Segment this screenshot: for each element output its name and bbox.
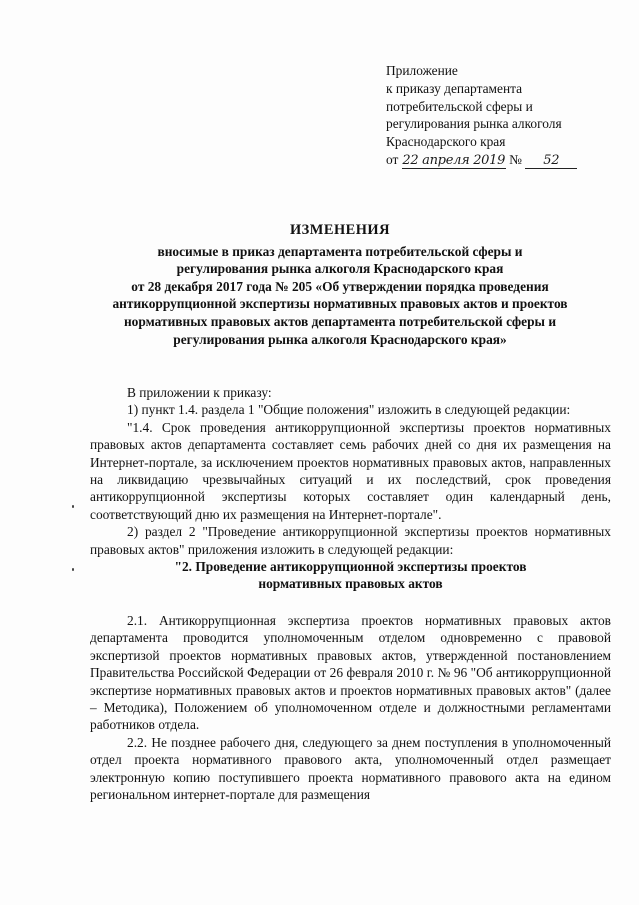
title-line: регулирования рынка алкоголя Краснодарского края»: [173, 331, 507, 347]
appendix-line: Краснодарского края: [386, 134, 506, 150]
title-heading: ИЗМЕНЕНИЯ: [289, 222, 391, 238]
appendix-line: Приложение: [386, 63, 458, 78]
section-title: "2. Проведение антикоррупционной экспертизы проектов: [174, 559, 527, 575]
title-line: нормативных правовых актов департамента потребительской сферы и: [123, 313, 557, 329]
document-body: [90, 384, 611, 803]
title-line: вносимые в приказ департамента потребительской сферы и: [157, 243, 523, 259]
title-line: антикоррупционной экспертизы нормативных правовых актов и проектов: [112, 296, 568, 312]
appendix-block: [386, 62, 577, 169]
item-2: 2) раздел 2 "Проведение антикоррупционной экспертизы проектов нормативных правовых актов" приложения изложить в следующей редакции:: [90, 524, 611, 557]
scan-speck: [72, 505, 74, 508]
intro-paragraph: В приложении к приказу:: [127, 385, 272, 400]
number-prefix: №: [509, 151, 522, 167]
spacer: [90, 593, 611, 612]
section-title: нормативных правовых актов: [258, 576, 443, 592]
appendix-line: регулирования рынка алкоголя: [386, 116, 562, 132]
scan-speck: [72, 568, 74, 571]
appendix-line: к приказу департамента: [386, 80, 523, 96]
item-1: 1) пункт 1.4. раздела 1 "Общие положения" изложить в следующей редакции:: [127, 402, 571, 418]
item-1-text: "1.4. Срок проведения антикоррупционной экспертизы проектов нормативных правовых актов департамента составляет семь рабочих дней со дня их размещения на Интернет-портале, за исключением проектов нормативных правовых актов, направленных на ликвидацию чрезвычайных ситуаций и их последствий, срок проведения антикоррупционной экспертизы которых составляет один календарный день, соответствующий дню их размещения на Интернет-портале".: [90, 419, 611, 522]
appendix-date-line: [386, 151, 577, 169]
title-line: регулирования рынка алкоголя Краснодарского края: [176, 261, 504, 277]
paragraph-2-2: 2.2. Не позднее рабочего дня, следующего за днем поступления в уполномоченный отдел проекта нормативного правового акта, уполномоченный отдел размещает электронную копию поступившего проекта нормативного правового акта на едином региональном интернет-портале для размещения: [90, 734, 611, 802]
title-line: от 28 декабря 2017 года № 205 «Об утверждении порядка проведения: [131, 278, 549, 294]
appendix-line: потребительской сферы и: [386, 98, 533, 114]
paragraph-2-1: 2.1. Антикоррупционная экспертиза проектов нормативных правовых актов департамента проводится уполномоченным отделом одновременно с правовой экспертизой проектов нормативных правовых актов, утвержденной постановлением Правительства Российской Федерации от 26 февраля 2010 г. № 96 "Об антикоррупционной экспертизе нормативных правовых актов и проектов нормативных правовых актов" (далее – Методика), Положением об уполномоченном отделе и должностными регламентами работников отдела.: [90, 612, 611, 733]
date-prefix: от: [386, 151, 399, 167]
document-title: [80, 222, 600, 348]
handwritten-number: 52: [525, 154, 577, 169]
handwritten-date: 22 апреля 2019: [402, 152, 506, 168]
